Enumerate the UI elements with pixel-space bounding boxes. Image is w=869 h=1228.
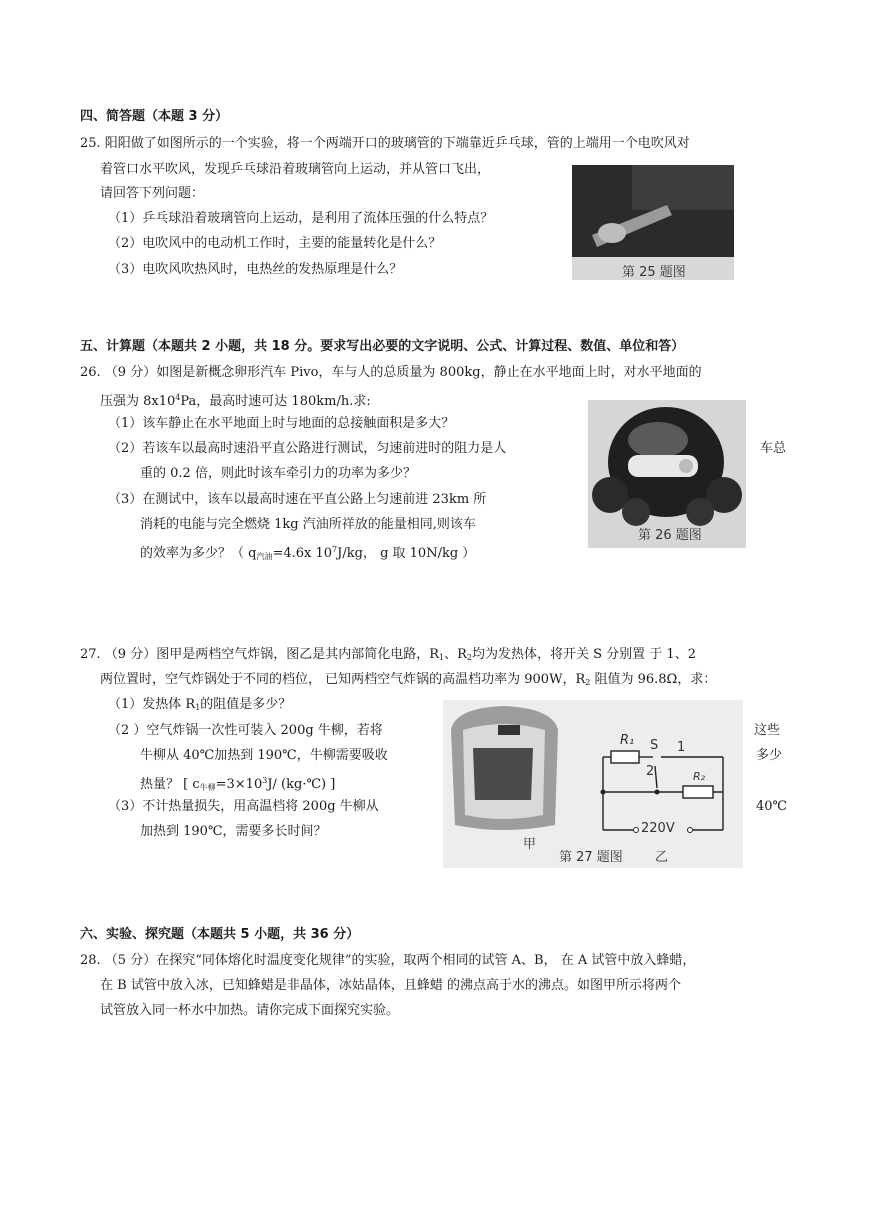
q26-sub-3c <box>140 541 475 566</box>
q27-sub-2a: （2 ）空气炸锅一次性可装入 200g 牛柳，若将 <box>108 723 383 738</box>
q25-figure-caption: 第 25 题图 <box>622 265 686 280</box>
q27-sub-1 <box>108 696 291 717</box>
section-5-title: 五、计算题（本题共 2 小题，共 18 分。要求写出必要的文字说明、公式、计算过程、数值、单位和答） <box>80 339 685 354</box>
q26-sub-2b: 车总 <box>760 441 787 456</box>
q27-label-r2: R₂ <box>693 770 706 783</box>
q26-s3c-pre: 的效率为多少？（ q <box>140 546 257 561</box>
q26-line-1: 26. （9 分）如图是新概念卵形汽车 Pivo，车与人的总质量为 800kg，静止在水平地面上时，对水平地面的 <box>80 365 702 380</box>
q27-label-yi: 乙 <box>655 850 669 865</box>
q25-sub-3: （3）电吹风吹热风时，电热丝的发热原理是什么？ <box>108 262 403 277</box>
q27-sub-2d: 多少 <box>756 748 783 763</box>
q28-line-1: 28. （5 分）在探究“同体熔化时温度变化规律”的实验，取两个相同的试管 A、B， 在 A 试管中放入蜂蜡， <box>80 953 696 968</box>
q25-line-2: 着管口水平吹风，发现乒乓球沿着玻璃管向上运动，并从管口飞出， <box>100 162 491 177</box>
q27-sub-3c: 加热到 190℃，需要多长时间？ <box>140 824 327 839</box>
q27-s2e-post: J/ (kg·℃) ] <box>267 777 336 792</box>
q26-sub-2a: （2）若该车以最高时速沿平直公路进行测试，匀速前进时的阻力是人 <box>108 441 507 456</box>
section-6-title: 六、实验、探究题（本题共 5 小题，共 36 分） <box>80 927 360 942</box>
q27-s2e-sup: 3 <box>262 776 268 785</box>
q27-figure <box>443 700 743 868</box>
q26-line-2 <box>100 389 371 411</box>
q27-s2e-mid: =3×10 <box>215 777 263 792</box>
q26-line-2-sup: 4 <box>175 393 181 402</box>
q27-s1b: 的阻值是多少？ <box>200 697 292 712</box>
q26-line-2a: 压强为 8x10 <box>100 394 176 409</box>
q27-label-s: S <box>650 738 659 753</box>
q26-figure-caption: 第 26 题图 <box>638 528 702 543</box>
q27-l2-sub: 2 <box>585 678 591 687</box>
q28-line-2: 在 B 试管中放入冰，已知蜂蜡是非晶体，冰姑晶体，且蜂蜡 的沸点高于水的沸点。如图甲所示将两个 <box>100 978 681 993</box>
q27-label-jia: 甲 <box>523 837 537 852</box>
q27-l1c: 均为发热体，将开关 S 分别置 于 1、2 <box>471 647 696 662</box>
q27-s2e-sub: 牛柳 <box>199 783 216 792</box>
q25-sub-2: （2）电吹风中的电动机工作时，主要的能量转化是什么？ <box>108 236 442 251</box>
q28-line-3: 试管放入同一杯水中加热。请你完成下面探究实验。 <box>100 1003 400 1018</box>
q27-label-voltage: 220V <box>641 821 675 836</box>
q25-sub-1: （1）乒乓球沿着玻璃管向上运动，是利用了流体压强的什么特点？ <box>108 211 494 226</box>
q27-sub-3a: （3）不计热量损失，用高温档将 200g 牛柳从 <box>108 799 379 814</box>
q27-sub-2c: 牛柳从 40℃加热到 190℃，牛柳需要吸收 <box>140 748 388 763</box>
q26-s3c-sub: 汽油 <box>256 552 273 561</box>
q25-line-1: 25. 阳阳做了如图所示的一个实验，将一个两端开口的玻璃管的下端靠近乒乓球，管的上端用一个电吹风对 <box>80 136 690 151</box>
q25-line-3: 请回答下列问题： <box>100 186 205 201</box>
q26-sub-3b: 消耗的电能与完全燃烧 1kg 汽油所祥放的能量相同,则该车 <box>140 517 476 532</box>
q27-l2a: 两位置时，空气炸锅处于不同的档位， 已知两档空气炸锅的高温档功率为 900W，R <box>100 672 586 687</box>
q26-s3c-sup: 7 <box>332 545 338 554</box>
q26-sub-1: （1）该车静止在水平地面上时与地面的总接触面积是多大？ <box>108 416 455 431</box>
q26-s3c-post: J/kg， g 取 10N/kg ） <box>337 546 476 561</box>
q27-line-2 <box>100 671 716 692</box>
q27-figure-caption: 第 27 题图 <box>559 850 623 865</box>
q25-figure-photo <box>572 165 734 280</box>
q27-sub-2e <box>140 772 335 797</box>
q27-l1-sub2: 2 <box>466 653 472 662</box>
q27-line-1 <box>80 646 696 667</box>
q27-label-pos1: 1 <box>677 740 686 755</box>
q27-l1a: 27. （9 分）图甲是两档空气炸锅，图乙是其内部简化电路，R <box>80 647 439 662</box>
q27-label-r1: R₁ <box>620 733 635 748</box>
q26-figure-photo <box>588 400 746 548</box>
q26-line-2b: Pa，最高时速可达 180km/h.求: <box>180 394 371 409</box>
q27-s2e-pre: 热量？ [ c <box>140 777 200 792</box>
q27-l1-sub1: 1 <box>439 653 445 662</box>
q27-l2b: 阻值为 96.8Ω，求： <box>590 672 717 687</box>
q27-sub-3b: 40℃ <box>756 799 788 814</box>
q27-circuit-diagram <box>443 700 743 868</box>
q27-s1-sub: 1 <box>195 703 201 712</box>
q26-s3c-mid: =4.6x 10 <box>272 546 333 561</box>
q27-l1b: 、R <box>444 647 467 662</box>
q26-sub-2c: 重的 0.2 倍，则此时该车牵引力的功率为多少？ <box>140 466 416 481</box>
q26-sub-3a: （3）在测试中，该车以最高时速在平直公路上匀速前进 23km 所 <box>108 492 487 507</box>
q27-sub-2b: 这些 <box>754 723 781 738</box>
q27-s1a: （1）发热体 R <box>108 697 196 712</box>
section-4-title: 四、简答题（本题 3 分） <box>80 109 229 124</box>
q27-label-pos2: 2 <box>646 764 655 779</box>
